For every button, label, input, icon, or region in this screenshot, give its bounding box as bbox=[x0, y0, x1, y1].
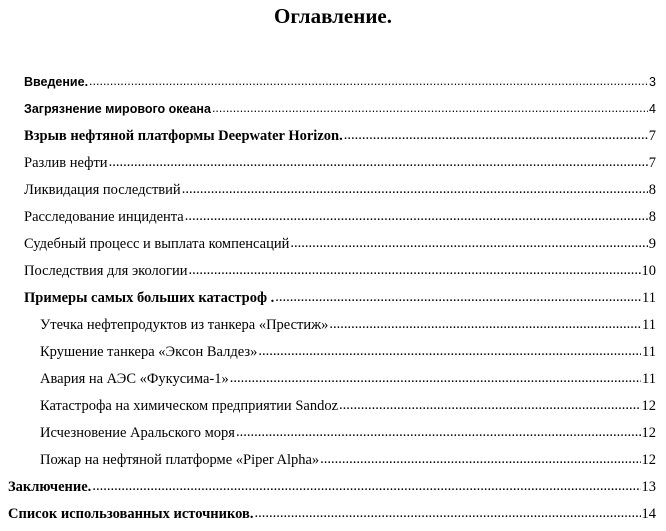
toc-page-number: 12 bbox=[641, 425, 656, 441]
toc-entry-ecology[interactable] bbox=[24, 261, 656, 281]
dot-leader bbox=[320, 449, 640, 469]
toc-entry-label: Пожар на нефтяной платформе «Piper Alpha» bbox=[40, 452, 320, 468]
toc-page-number: 12 bbox=[641, 398, 656, 414]
toc-page-number: 3 bbox=[649, 75, 656, 89]
dot-leader bbox=[329, 314, 641, 334]
toc-page-number: 12 bbox=[641, 452, 656, 468]
toc-entry-label: Катастрофа на химическом предприятии Sandoz bbox=[40, 398, 339, 414]
toc-page-number: 11 bbox=[642, 344, 656, 360]
toc-entry-conclusion[interactable] bbox=[8, 477, 656, 497]
toc-page-number: 8 bbox=[648, 182, 656, 198]
toc-entry-label: Загрязнение мирового океана bbox=[24, 102, 211, 116]
dot-leader bbox=[92, 476, 640, 496]
toc-entry-ocean-pollution[interactable] bbox=[24, 99, 656, 119]
toc-page-number: 11 bbox=[642, 371, 656, 387]
toc-entry-oil-spill[interactable] bbox=[24, 153, 656, 173]
toc-entry-piper-alpha[interactable] bbox=[40, 450, 656, 470]
toc-page-number: 9 bbox=[648, 236, 656, 252]
toc-entry-investigation[interactable] bbox=[24, 207, 656, 227]
dot-leader bbox=[230, 368, 641, 388]
toc-entry-label: Заключение. bbox=[8, 479, 92, 495]
toc-entry-fukushima[interactable] bbox=[40, 369, 656, 389]
toc-entry-label: Крушение танкера «Эксон Валдез» bbox=[40, 344, 258, 360]
toc-page-number: 10 bbox=[641, 263, 656, 279]
dot-leader bbox=[182, 179, 648, 199]
toc-page-number: 11 bbox=[642, 317, 656, 333]
toc-entry-deepwater-horizon[interactable] bbox=[24, 126, 656, 146]
toc-title: Оглавление. bbox=[273, 4, 393, 28]
toc-entry-label: Примеры самых больших катастроф . bbox=[24, 290, 275, 306]
toc-page-number: 13 bbox=[641, 479, 656, 495]
dot-leader bbox=[254, 503, 640, 523]
dot-leader bbox=[109, 152, 648, 172]
dot-leader bbox=[212, 98, 648, 118]
toc-entry-introduction[interactable] bbox=[24, 72, 656, 92]
toc-entry-label: Судебный процесс и выплата компенсаций bbox=[24, 236, 290, 252]
dot-leader bbox=[185, 206, 648, 226]
toc-entry-label: Ликвидация последствий bbox=[24, 182, 181, 198]
toc-entry-references[interactable] bbox=[8, 504, 656, 524]
dot-leader bbox=[89, 71, 648, 91]
dot-leader bbox=[290, 233, 647, 253]
toc-entry-label: Авария на АЭС «Фукусима-1» bbox=[40, 371, 229, 387]
dot-leader bbox=[236, 422, 641, 442]
toc-entry-aral-sea[interactable] bbox=[40, 423, 656, 443]
dot-leader bbox=[275, 287, 641, 307]
dot-leader bbox=[258, 341, 641, 361]
toc-page-number: 7 bbox=[648, 128, 656, 144]
toc-entry-label: Взрыв нефтяной платформы Deepwater Horizon. bbox=[24, 128, 343, 144]
toc-page-number: 7 bbox=[648, 155, 656, 171]
toc-page-number: 14 bbox=[641, 506, 656, 522]
dot-leader bbox=[344, 125, 648, 145]
toc-entry-liquidation[interactable] bbox=[24, 180, 656, 200]
dot-leader bbox=[339, 395, 640, 415]
toc-entry-label: Расследование инцидента bbox=[24, 209, 184, 225]
toc-entry-label: Утечка нефтепродуктов из танкера «Престиж» bbox=[40, 317, 329, 333]
toc-page-number: 11 bbox=[642, 290, 656, 306]
toc-entry-exxon-valdez[interactable] bbox=[40, 342, 656, 362]
toc-entry-sandoz[interactable] bbox=[40, 396, 656, 416]
dot-leader bbox=[189, 260, 641, 280]
toc-entry-label: Список использованных источников. bbox=[8, 506, 254, 522]
toc-entry-label: Исчезновение Аральского моря bbox=[40, 425, 235, 441]
toc-entry-biggest-disasters[interactable] bbox=[24, 288, 656, 308]
toc-page-number: 4 bbox=[649, 102, 656, 116]
toc-entry-label: Введение. bbox=[24, 75, 89, 89]
toc-entry-label: Разлив нефти bbox=[24, 155, 108, 171]
toc-entry-prestige[interactable] bbox=[40, 315, 656, 335]
toc-entry-trial[interactable] bbox=[24, 234, 656, 254]
toc-entry-label: Последствия для экологии bbox=[24, 263, 188, 279]
toc-page-number: 8 bbox=[648, 209, 656, 225]
